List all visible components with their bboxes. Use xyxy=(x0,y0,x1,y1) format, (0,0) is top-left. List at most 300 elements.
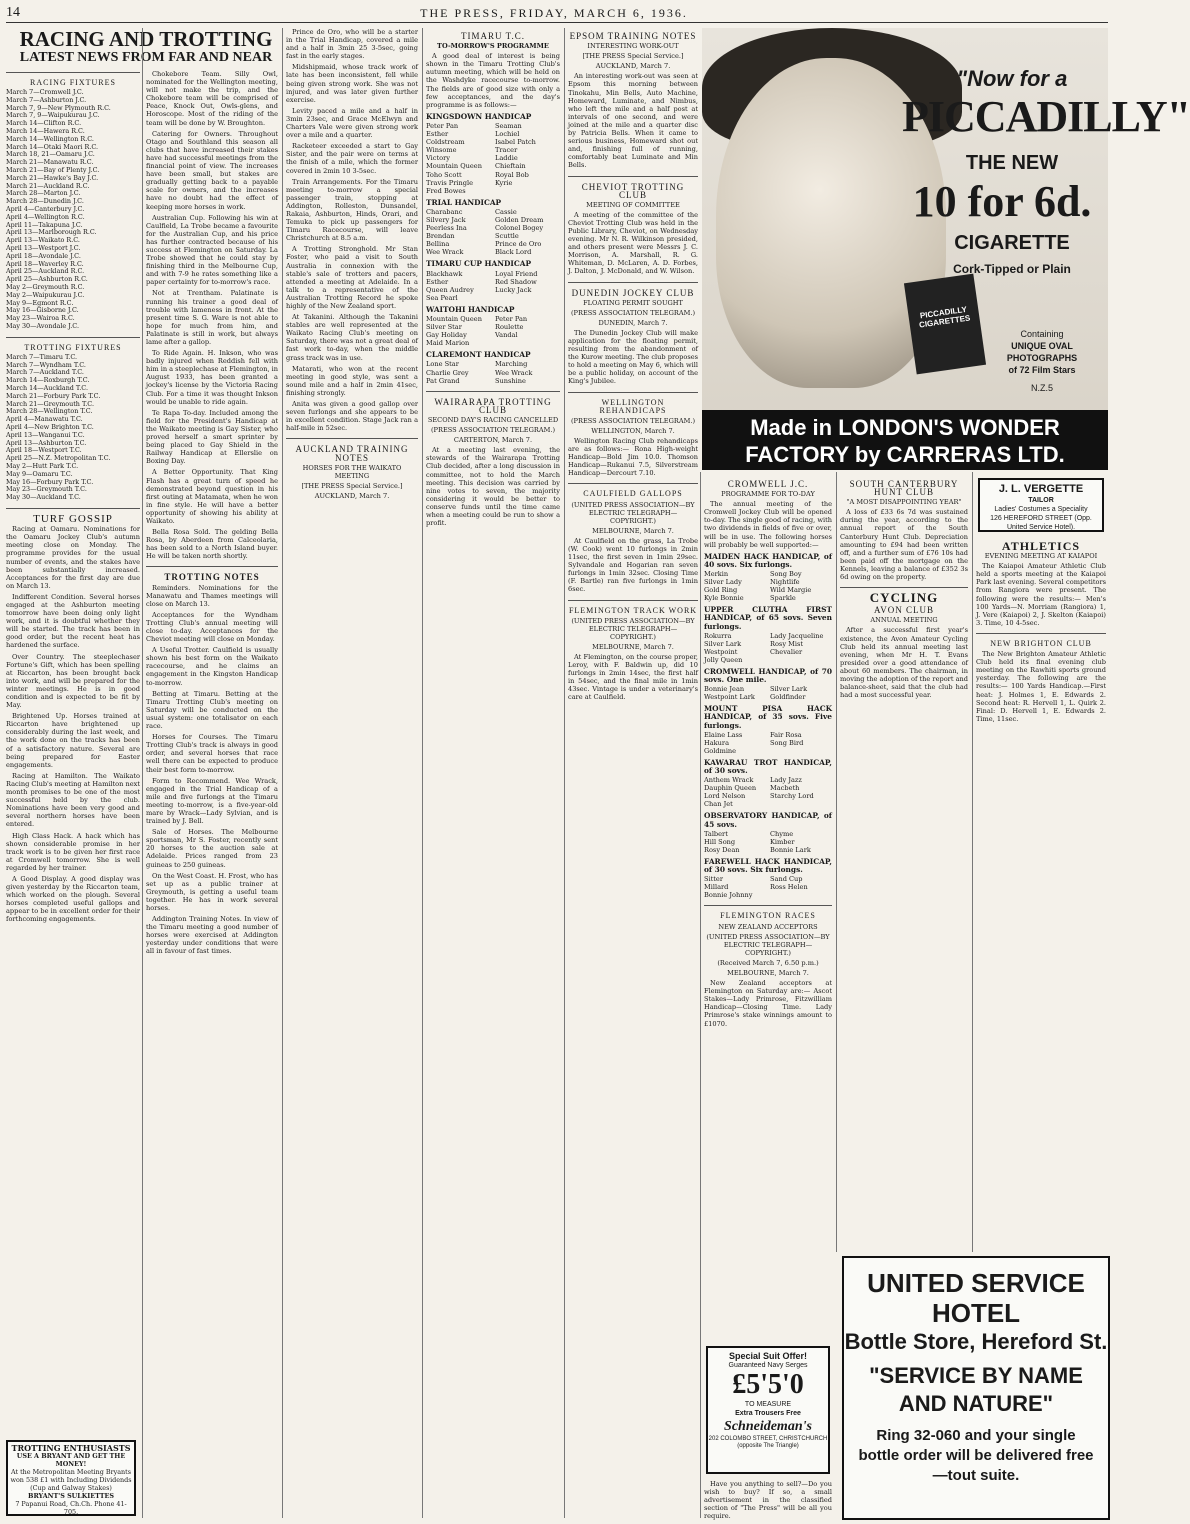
race-entries xyxy=(704,632,832,664)
wairarapa-title: WAIRARAPA TROTTING CLUB xyxy=(434,396,552,415)
wairarapa-sub: SECOND DAY'S RACING CANCELLED xyxy=(427,415,559,424)
cheviot-title: CHEVIOT TROTTING CLUB xyxy=(581,181,685,200)
race-entry: Bellina xyxy=(426,240,450,249)
fixture-item: March 28—Wellington T.C. xyxy=(6,407,93,416)
cig-price: 10 for 6d. xyxy=(912,177,1092,226)
race-entry: Maid Marion xyxy=(426,339,470,348)
race-entry: Anthem Wrack xyxy=(704,776,754,785)
banner-line1: Made in LONDON'S WONDER xyxy=(750,415,1060,440)
cig-code: N.Z.5 xyxy=(1030,383,1053,393)
bryant-ad-line4: 7 Papanui Road, Ch.Ch. Phone 41-705. xyxy=(15,1500,127,1516)
race-entries xyxy=(426,122,560,195)
fixture-item: May 2—Hutt Park T.C. xyxy=(6,462,79,471)
news-paragraph: Addington Training Notes. In view of the Timaru meeting a good number of horses were exercised at Addington yesterday under conditions that were all in favour of fast times. xyxy=(146,915,278,956)
race-entry: Merkin xyxy=(704,569,729,578)
fixture-item: April 18—Avondale J.C. xyxy=(6,251,81,260)
race-entry: Golden Dream xyxy=(495,215,544,224)
flemington-track-dateline: MELBOURNE, March 7. xyxy=(592,642,674,651)
new-brighton-title: NEW BRIGHTON CLUB xyxy=(990,638,1092,648)
race-entry: Vandal xyxy=(495,331,518,340)
race-entry: Lochiel xyxy=(495,130,520,139)
race-entry: Chan Jet xyxy=(704,800,733,809)
race-entry: Bonnie Jean xyxy=(704,685,745,694)
flemington-races-received: (Received March 7, 6.50 p.m.) xyxy=(717,958,819,967)
fixture-item: March 28—Dunedin J.C. xyxy=(6,197,84,206)
classified-text: Have you anything to sell?—Do you wish to buy? If so, a small advertisement in the classified section of "The Press" will be all you require. xyxy=(704,1480,832,1521)
gossip-paragraph: Racing at Oamaru. Nominations for the Oamaru Jockey Club's autumn meeting close on Monday. The programme provides for the usual number of events, and the stakes have been substantially increased. Acceptances for the first day are due on March 13. xyxy=(6,525,140,590)
fixture-item: March 18, 21—Oamaru J.C. xyxy=(6,150,95,159)
race-entry: Nightlife xyxy=(770,578,800,587)
race-entry: Victory xyxy=(426,154,450,163)
race-entry: Lady Jacqueline xyxy=(770,631,824,640)
fixture-item: March 7—Wyndham T.C. xyxy=(6,360,86,369)
fixture-item: April 4—Canterbury J.C. xyxy=(6,205,85,214)
dunedin-dateline: DUNEDIN, March 7. xyxy=(598,318,668,327)
subheadline: LATEST NEWS FROM FAR AND NEAR xyxy=(19,50,273,65)
fixture-item: May 9—Egmont R.C. xyxy=(6,298,74,307)
avon-title: AVON CLUB xyxy=(873,605,935,616)
fixture-item: April 13—Westport J.C. xyxy=(6,244,81,253)
race-entry: Brendan xyxy=(426,232,455,241)
race-entry: Rokurra xyxy=(704,631,732,640)
cig-line1: "Now for a xyxy=(956,66,1068,91)
suit-line3: Extra Trousers Free xyxy=(735,1410,801,1417)
race-entry: Silver Lark xyxy=(704,639,742,648)
news-paragraph: Prince de Oro, who will be a starter in the Trial Handicap, covered a mile and a half in 3min 25 3-5sec, going fast in the early stages. xyxy=(286,28,418,61)
race-entry: Tracer xyxy=(495,146,518,155)
news-paragraph: Anita was given a good gallop over seven furlongs and she appears to be in excellent condition. Stage Jack ran a half-mile in 52sec. xyxy=(286,400,418,433)
cig-promo3: PHOTOGRAPHS xyxy=(1006,353,1078,363)
race-entry: Black Lord xyxy=(495,248,532,257)
cig-line3: CIGARETTE xyxy=(954,232,1070,254)
cig-promo xyxy=(982,328,1102,394)
athletics-body: The Kaiapoi Amateur Athletic Club held a sports meeting at the Kaiapoi Park last evening. Several competitors from Rangiora were present. The following were the results:— Men's 100 Yards—N. Morriam (Rangiora) 1, J. Vere (Kaiapoi) 2, J. Skelton (Kaiapoi) 3. Time, 10 4-5sec. xyxy=(976,562,1106,627)
fixture-item: March 14—Roxburgh T.C. xyxy=(6,376,90,385)
fixture-item: April 25—Auckland R.C. xyxy=(6,267,85,276)
race-entry: Dauphin Queen xyxy=(704,784,757,793)
fixture-item: May 16—Gisborne J.C. xyxy=(6,306,79,315)
race-entry: Sunshine xyxy=(495,376,526,385)
race-entry: Cassie xyxy=(495,207,517,216)
tailor-address: 126 HEREFORD STREET (Opp. United Service Hotel). xyxy=(990,515,1092,531)
fixture-item: March 14—Wellington R.C. xyxy=(6,134,94,143)
race-entries xyxy=(704,776,832,808)
column-athletics xyxy=(976,538,1106,1250)
race-entry: Hakura xyxy=(704,738,730,747)
auckland-notes-title: AUCKLAND TRAINING NOTES xyxy=(295,444,409,463)
cig-promo2: UNIQUE OVAL xyxy=(1011,341,1073,351)
suit-price: £5'5'0 xyxy=(732,1369,804,1400)
race-entry: Seaman xyxy=(495,121,522,130)
news-paragraph: Levity paced a mile and a half in 3min 23sec, and Grace McElwyn and Charters Vale were given strong work over a mile and a quarter. xyxy=(286,106,418,140)
fixture-item: March 21—Hawke's Bay J.C. xyxy=(6,173,99,182)
epsom-sub: INTERESTING WORK-OUT xyxy=(587,42,679,51)
race-entry: Peter Pan xyxy=(495,315,528,323)
column-hunt xyxy=(840,476,968,1252)
race-name: UPPER CLUTHA FIRST HANDICAP, of 65 sovs. Seven furlongs. xyxy=(704,605,832,631)
race-entry: Lord Nelson xyxy=(704,792,746,801)
fixture-item: May 2—Greymouth R.C. xyxy=(6,283,85,292)
news-paragraph: Catering for Owners. Throughout Otago and Southland this season all clubs that have increased their stakes have had successful meetings from the financial point of view. The increases have been small, but stakes are gradually getting back to a payable scale for owners, and the increases have no doubt had the effect of keeping more horses in work. xyxy=(146,129,278,211)
news-paragraph: Racketeer exceeded a start to Gay Sister, and the pair were on terms at the finish of a mile, which the former covered in 2min 10 3-5sec. xyxy=(286,142,418,175)
race-entry: Coldstream xyxy=(426,138,465,147)
race-entries xyxy=(704,731,832,755)
caulfield-body: At Caulfield on the grass, La Trobe (W. Cook) went 10 furlongs in 2min 11sec, the first seven in 1min 29sec. Sylvandale and Hogarian ran seven furlongs in 1min 32sec. Closing Time (F. Bartle) ran five furlongs in 1min 6sec. xyxy=(568,536,698,594)
timaru-programme xyxy=(426,113,560,385)
flemington-races-dateline: MELBOURNE, March 7. xyxy=(727,968,809,977)
gossip-paragraph: High Class Hack. A hack which has shown considerable promise in her track work is to be given her first race at Cromwell tomorrow. She is well regarded by her trainer. xyxy=(6,831,140,872)
race-entry: Winsome xyxy=(426,146,457,155)
race-entry: Rosy Dean xyxy=(704,845,740,854)
hotel-name: UNITED SERVICE HOTEL xyxy=(867,1268,1085,1328)
fixture-item: March 7, 9—New Plymouth R.C. xyxy=(6,103,111,112)
column-timaru xyxy=(426,28,560,1518)
cigarette-pack-illustration xyxy=(904,274,986,375)
fixture-item: March 7—Ashburton J.C. xyxy=(6,95,87,104)
fixture-item: May 9—Oamaru T.C. xyxy=(6,469,73,478)
caulfield-credit: (UNITED PRESS ASSOCIATION—BY ELECTRIC TELEGRAPH—COPYRIGHT.) xyxy=(571,500,695,525)
race-name: CROMWELL HANDICAP, of 70 sovs. One mile. xyxy=(704,666,832,685)
race-entry: Sparkle xyxy=(770,594,796,603)
race-entry: Lone Star xyxy=(426,360,459,369)
news-paragraph: Form to Recommend. Wee Wrack, engaged in the Trial Handicap of a mile and five furlongs at the Timaru meeting to-morrow, is a five-year-old mare by Wrack—Lady Sylvian, and is trained by J. Bell. xyxy=(146,776,278,826)
fixture-item: April 4—Manawatu T.C. xyxy=(6,415,83,424)
race-entry: Goldmine xyxy=(704,746,737,755)
news-paragraph: Not at Trentham. Palatinate is running his trainer a good deal of trouble with lameness in front. At the present time S. G. Ware is not able to hope for much from him, and Palatinate is still in work, but always lame after a gallop. xyxy=(146,289,278,346)
bryant-ad-line1: USE A BRYANT AND GET THE MONEY! xyxy=(16,1452,126,1468)
race-name: KINGSDOWN HANDICAP xyxy=(426,111,532,121)
race-entry: Scuttle xyxy=(495,232,519,241)
news-paragraph: Bella Rosa Sold. The gelding Bella Rosa, by Aberdeen from Calceolaria, has been sold to a North Island buyer. He will be taken north shortly. xyxy=(146,528,278,561)
racing-fixtures-list xyxy=(6,89,140,331)
bryant-sulky-ad xyxy=(6,1440,136,1516)
flemington-track-title: FLEMINGTON TRACK WORK xyxy=(568,605,698,615)
race-entry: Sitter xyxy=(704,875,723,884)
cig-brand: PICCADILLY" xyxy=(902,92,1190,141)
race-entry: Red Shadow xyxy=(495,277,537,286)
race-name: MAIDEN HACK HANDICAP, of 40 sovs. Six furlongs. xyxy=(704,551,832,569)
race-entries xyxy=(426,360,560,384)
race-entry: Song Boy xyxy=(770,569,802,578)
race-entry: Bonnie Johnny xyxy=(704,891,753,900)
wairarapa-dateline: CARTERTON, March 7. xyxy=(453,436,533,445)
race-name: CLAREMONT HANDICAP xyxy=(426,350,531,360)
hotel-line1: Bottle Store, Hereford St. xyxy=(844,1329,1108,1354)
cromwell-intro: The annual meeting of the Cromwell Jockey Club will be opened to-day. The single good of racing, with two dividends in fields of five or over, will be in use. The following horses will probably be well supported:— xyxy=(704,500,832,549)
tailor-name: J. L. VERGETTE xyxy=(998,483,1084,495)
hunt-body: A loss of £33 6s 7d was sustained during the year, according to the annual report of the South Canterbury Hunt Club. Depreciation amounting to £94 had been written off, and a further sum of £76 10s had been paid off the mortgage on the Kennels, leaving a balance of £352 3s 6d owing on the property. xyxy=(840,508,968,582)
news-paragraph: Matarati, who won at the recent meeting in good style, was sent a sound mile and a half in 2min 41sec, finishing strongly. xyxy=(286,364,418,397)
race-entry: Queen Audrey xyxy=(426,285,474,294)
news-paragraph: Midshipmaid, whose track work of late has been inconsistent, fell while being given strong work. She was not injured, and was later given further exercise. xyxy=(286,63,418,104)
race-entry: Fred Bowes xyxy=(426,186,466,195)
epsom-body: An interesting work-out was seen at Epsom this morning between Tinokahu, Min Bells, Auto Machine, Homeward, Luminate, and Nimbus, who left the mile and a half post at intervals of one second, and were joined at the mile and a quarter disc by Patricia Bells. When it came to serious business, Homeward shot out and, finishing full of running, comfortably beat Luminate and Min Bells. xyxy=(568,72,698,170)
banner-line2: FACTORY by CARRERAS LTD. xyxy=(745,442,1065,467)
fixture-item: March 7—Timaru T.C. xyxy=(6,352,78,361)
dunedin-credit: (PRESS ASSOCIATION TELEGRAM.) xyxy=(570,308,696,317)
race-entry: Isabel Patch xyxy=(495,138,536,147)
race-entry: Kyle Bonnie xyxy=(704,594,744,603)
hunt-sub: "A MOST DISAPPOINTING YEAR" xyxy=(846,498,962,507)
cig-promo4: of 72 Film Stars xyxy=(1008,365,1076,375)
cromwell-title: CROMWELL J.C. xyxy=(727,479,809,489)
race-entry: Chieftain xyxy=(495,162,526,171)
race-entry: Mountain Queen xyxy=(426,315,482,323)
racing-fixtures-title: RACING FIXTURES xyxy=(30,78,116,87)
gossip-paragraph: A Good Display. A good display was given yesterday by the Riccarton team, which worked on the plough. Several horses completed useful gallops and appear to be in excellent order for their forthcoming engagements. xyxy=(6,874,140,924)
wairarapa-credit: (PRESS ASSOCIATION TELEGRAM.) xyxy=(430,426,556,435)
news-paragraph: Betting at Timaru. Betting at the Timaru Trotting Club's meeting on Saturday will be conducted on the usual system: one totalisator on each race. xyxy=(146,689,278,731)
cig-line2: THE NEW xyxy=(965,152,1059,174)
suit-kicker: Special Suit Offer! xyxy=(728,1351,808,1361)
fixture-item: March 14—Otaki Maori R.C. xyxy=(6,142,99,151)
race-entries xyxy=(426,315,560,347)
fixture-item: April 13—Marlborough R.C. xyxy=(6,228,97,237)
fixture-item: April 25—N.Z. Metropolitan T.C. xyxy=(6,454,111,463)
wellington-dateline: WELLINGTON, March 7. xyxy=(591,426,675,435)
fixture-item: May 16—Forbury Park T.C. xyxy=(6,477,94,486)
hotel-offer: Ring 32-060 and your single bottle order will be delivered free—tout suite. xyxy=(858,1427,1094,1484)
epsom-credit: [THE PRESS Special Service.] xyxy=(582,52,684,61)
race-entry: Blackhawk xyxy=(426,269,463,278)
new-brighton-body: The New Brighton Amateur Athletic Club held its final evening club meeting on the Rawhiti sports ground yesterday. The following are the results:— 100 Yards Handicap.—First heat: J. Holmes 1, E. Edwards 2. Second heat: R. Hervell 1, L. Quirk 2. Final: D. Hervell 1, E. Edwards 2. Time, 11sec. xyxy=(976,650,1106,723)
wairarapa-body: At a meeting last evening, the stewards of the Wairarapa Trotting Club decided, after a long discussion in committee, not to hold the March meeting. This decision was carried by nine votes to seven, the majority considering it would be better to conserve funds until the time came when a meeting could be run to show a profit. xyxy=(426,446,560,528)
vergette-tailor-ad xyxy=(978,478,1104,532)
trotting-notes-title: TROTTING NOTES xyxy=(164,572,260,583)
column-notes xyxy=(146,70,278,1520)
auckland-notes-dateline: AUCKLAND, March 7. xyxy=(314,491,390,500)
race-entry: Bonnie Lark xyxy=(770,845,811,854)
classified-note xyxy=(704,1480,832,1521)
gossip-paragraph: Brightened Up. Horses trained at Riccarton have brightened up considerably during the last week, and the work done on the tracks has been of a satisfactory nature. Several are being prepared for Easter engagements. xyxy=(6,712,140,769)
flemington-races-title: FLEMINGTON RACES xyxy=(720,911,816,921)
race-entries xyxy=(704,875,832,899)
race-entry: Silver Star xyxy=(426,323,462,332)
racing-notes xyxy=(146,70,278,560)
race-name: FAREWELL HACK HANDICAP, of 30 sovs. Six furlongs. xyxy=(704,856,832,875)
race-entry: Wee Wrack xyxy=(426,248,464,257)
race-entry: Peter Pan xyxy=(426,121,459,130)
news-paragraph: To Ride Again. H. Inkson, who was badly injured when Reddish fell with him in a steeplechase at Flemington, in August 1933, has been granted a jockey's license by the Victoria Racing Club. For a time it was thought Inkson would be unable to ride again. xyxy=(146,349,279,406)
race-entry: Loyal Friend xyxy=(495,269,538,278)
race-entry: Song Bird xyxy=(770,738,804,747)
fixture-item: March 7, 9—Waipukurau J.C. xyxy=(6,111,100,120)
race-entry: Colonel Bogey xyxy=(495,224,544,233)
training-notes xyxy=(286,28,418,432)
epsom-dateline: AUCKLAND, March 7. xyxy=(595,62,671,71)
fixture-item: March 21—Manawatu R.C. xyxy=(6,158,94,167)
fixture-item: March 21—Greymouth T.C. xyxy=(6,399,94,408)
fixture-item: April 4—Wellington R.C. xyxy=(6,212,85,221)
trotting-notes-body xyxy=(146,584,278,956)
wellington-title: WELLINGTON REHANDICAPS xyxy=(599,397,667,415)
caulfield-dateline: MELBOURNE, March 7. xyxy=(592,526,674,535)
race-entry: Silvery Jack xyxy=(426,215,466,224)
timaru-intro: A good deal of interest is being shown in the Timaru Trotting Club's autumn meeting, which will be held on the Washdyke racecourse to-morrow. The fields are of good size with only a few acceptances, and the day's programme is as follows:— xyxy=(426,52,560,109)
race-entries xyxy=(426,270,560,302)
fixture-item: April 4—New Brighton T.C. xyxy=(6,423,94,432)
race-name: WAITOHI HANDICAP xyxy=(426,304,515,314)
fixture-item: May 23—Greymouth T.C. xyxy=(6,485,87,494)
race-entry: Rosy Mist xyxy=(770,639,804,648)
race-entry: Marching xyxy=(495,360,528,369)
bryant-ad-line3: BRYANT'S SULKIETTES xyxy=(28,1492,114,1500)
race-entry: Lady Jazz xyxy=(770,776,802,785)
race-entry: Wee Wrack xyxy=(495,368,533,377)
race-entry: Hill Song xyxy=(704,837,736,846)
flemington-track-body: At Flemington, on the course proper, Leroy, with F. Baldwin up, did 10 furlongs in 2min 14sec, the first half in 54sec, and the final mile in 1min 43sec. Vintage is under a veterinary's care at Caulfield. xyxy=(568,653,698,702)
race-entry: Westpoint xyxy=(704,647,738,656)
race-entries xyxy=(704,570,832,602)
race-name: TIMARU CUP HANDICAP xyxy=(426,259,532,269)
hotel-slogan2: AND NATURE" xyxy=(898,1391,1054,1416)
gossip-paragraph: Racing at Hamilton. The Waikato Racing Club's meeting at Hamilton next month promises to be one of the most successful held by the club. Nominations have been very good and several northern horses have been entered. xyxy=(6,771,141,829)
flemington-races-body: New Zealand acceptors at Flemington on Saturday are:— Ascot Stakes—Lady Primrose, Fitzwilliam Handicap—Closing Time. Lady Primrose's stake winnings amount to £1070. xyxy=(704,979,832,1028)
race-name: TRIAL HANDICAP xyxy=(426,197,502,207)
fixture-item: March 14—Hawera R.C. xyxy=(6,127,85,136)
race-entry: Gay Holiday xyxy=(426,331,467,340)
race-entry: Gold Ring xyxy=(704,586,738,595)
news-paragraph: A Trotting Stronghold. Mr Stan Foster, who paid a visit to South Australia in connexion with the stable's sale of trotters and pacers, attended a meeting at Adelaide. In a talk to a representative of the Australian Trotting Record he spoke highly of the New Zealand sport. xyxy=(286,245,418,310)
news-paragraph: At Takanini. Although the Takanini stables are well represented at the Waikato Racing Club's meeting on Saturday, there was not a great deal of fast work to-day, when the middle grass track was in use. xyxy=(286,313,418,362)
race-entry: Talbert xyxy=(704,829,728,838)
race-entries xyxy=(426,208,560,257)
fixture-item: April 25—Ashburton R.C. xyxy=(6,275,88,284)
news-paragraph: Train Arrangements. For the Timaru meeting to-morrow a special passenger train, stopping at Addington, Rolleston, Dunsandel, Rakaia, Ashburton, Hinds, Orari, and Temuka to pick up passengers for Timaru Racecourse, will leave Christchurch at 8.5 a.m. xyxy=(286,177,418,243)
race-entry: Chyme xyxy=(770,829,794,838)
turf-gossip-body xyxy=(6,525,140,923)
race-entry: Silver Lark xyxy=(770,685,808,694)
race-entry: Charlie Grey xyxy=(426,368,469,377)
timaru-title: TIMARU T.C. xyxy=(461,31,525,41)
race-entry: Roulette xyxy=(495,323,524,332)
tailor-tagline: Ladies' Costumes a Speciality xyxy=(994,506,1088,513)
headline: RACING AND TROTTING xyxy=(19,27,273,51)
piccadilly-ad xyxy=(702,28,1190,438)
gossip-paragraph: Indifferent Condition. Several horses engaged at the Ashburton meeting tomorrow have been doing only light work, and it is doubtful whether they will be started. The track has been in good order, but the recent heat has hardened the surface. xyxy=(6,592,140,650)
suit-brand: Schneideman's xyxy=(724,1419,812,1434)
fixture-item: May 30—Auckland T.C. xyxy=(6,493,81,502)
cig-promo1: Containing xyxy=(1020,329,1064,339)
fixture-item: March 21—Auckland R.C. xyxy=(6,181,90,190)
auckland-notes-credit: [THE PRESS Special Service.] xyxy=(301,481,403,490)
cromwell-sub: PROGRAMME FOR TO-DAY xyxy=(721,490,815,499)
turf-gossip-title: TURF GOSSIP xyxy=(33,513,113,526)
schneideman-suit-ad xyxy=(706,1346,830,1474)
fixture-item: May 30—Avondale J.C. xyxy=(6,322,79,330)
race-entry: Chevalier xyxy=(770,647,803,656)
race-entry: Charabanc xyxy=(426,207,463,216)
timaru-subtitle: TO-MORROW'S PROGRAMME xyxy=(437,42,549,51)
news-paragraph: A Better Opportunity. That King Flash has a great turn of speed he demonstrated beyond question in his first outing at Matamata, when he won in fine style. He will have a better opportunity of showing his ability at Waikato. xyxy=(146,468,278,525)
epsom-title: EPSOM TRAINING NOTES xyxy=(569,31,697,41)
news-paragraph: Sale of Horses. The Melbourne sportsman, Mr S. Foster, recently sent 20 horses to the auction sale at Adelaide. Prices ranged from 23 guineas to 250 guineas. xyxy=(146,828,278,869)
wellington-body: Wellington Racing Club rehandicaps are as follows:— Rona High-weight Handicap—Bold Jim 10.0. Thomson Handicap—Rukanui 7.5, Silverstream Handicap—Dercourt 7.10. xyxy=(568,436,698,478)
news-paragraph: Reminders. Nominations for the Manawatu and Thames meetings will close on March 13. xyxy=(146,583,278,608)
race-entry: Sand Cup xyxy=(770,875,803,884)
race-entry: Esther xyxy=(426,277,449,286)
race-entry: Laddie xyxy=(495,154,518,163)
page-number: 14 xyxy=(6,5,20,20)
bryant-ad-line2: At the Metropolitan Meeting Bryants won 538 £1 with Including Dividends (Cup and Galway Stakes) xyxy=(10,1468,132,1492)
fixture-item: April 13—Wanganui T.C. xyxy=(6,430,85,439)
fixture-item: April 13—Ashburton T.C. xyxy=(6,438,87,447)
avon-sub: ANNUAL MEETING xyxy=(870,616,938,625)
race-entry: Ross Helen xyxy=(770,883,808,892)
race-name: KAWARAU TROT HANDICAP, of 30 sovs. xyxy=(704,757,832,775)
news-paragraph: On the West Coast. H. Frost, who has set up as a public trainer at Greymouth, is getting a useful team together. He has in work several horses. xyxy=(146,871,278,912)
dunedin-sub: FLOATING PERMIT SOUGHT xyxy=(583,298,683,307)
suit-line2: TO MEASURE xyxy=(744,1401,792,1408)
race-name: MOUNT PISA HACK HANDICAP, of 35 sovs. Five furlongs. xyxy=(704,704,832,730)
race-entry: Kyrie xyxy=(495,178,513,187)
race-entry: Millard xyxy=(704,883,729,892)
caulfield-title: CAULFIELD GALLOPS xyxy=(583,489,683,499)
race-entry: Sea Pearl xyxy=(426,293,458,302)
news-paragraph: A Useful Trotter. Caulfield is usually shown his best form on the Waikato racecourse, and he claims an engagement in the Kingston Handicap to-morrow. xyxy=(146,646,278,687)
flemington-track-credit: (UNITED PRESS ASSOCIATION—BY ELECTRIC TELEGRAPH—COPYRIGHT.) xyxy=(571,616,695,641)
hunt-title: SOUTH CANTERBURY HUNT CLUB xyxy=(849,479,959,498)
united-service-hotel-ad xyxy=(842,1256,1110,1520)
dunedin-body: The Dunedin Jockey Club will make application for the floating permit, resulting from the abandonment of the Kurow meeting. The club proposes to hold a meeting on May 6, which will be a public holiday, on account of the King's Jubilee. xyxy=(568,328,698,386)
fixture-item: March 7—Auckland T.C. xyxy=(6,368,84,377)
race-entries xyxy=(704,685,832,701)
flemington-races-sub: NEW ZEALAND ACCEPTORS xyxy=(718,922,818,931)
news-paragraph: Chokebore Team. Silly Owl, nominated for the Wellington meeting, will not make the trip, and the Chokebore team will be comprised of Peace, Knock Out, Owls-glens, and Horoscope. Most of the riding of the team will be done by W. Broughton. xyxy=(146,70,278,127)
race-entry: Prince de Oro xyxy=(495,240,542,249)
fixture-item: March 7—Cromwell J.C. xyxy=(6,88,84,97)
fixture-item: March 21—Bay of Plenty J.C. xyxy=(6,166,100,175)
news-paragraph: Australian Cup. Following his win at Caulfield, La Trobe became a favourite for the Australian Cup, and his price has further contracted because of his success at Flemington on Saturday. La Trobe showed that he could stay by finishing third in the Melbourne Cup, and with 7-9 he rates something like a paper certainty for to-morrow's race. xyxy=(146,213,278,287)
suit-line1: Guaranteed Navy Serges xyxy=(728,1362,808,1369)
masthead xyxy=(6,4,1108,23)
column-training xyxy=(286,28,418,1518)
hotel-slogan1: "SERVICE BY NAME xyxy=(869,1363,1083,1388)
column-epsom xyxy=(568,28,698,1518)
trotting-fixtures-list xyxy=(6,354,140,502)
race-entries xyxy=(704,830,832,854)
news-paragraph: Acceptances for the Wyndham Trotting Club's annual meeting will close to-day. Acceptances for the Cheviot meeting will close on Monday. xyxy=(146,610,278,644)
wellington-credit: (PRESS ASSOCIATION TELEGRAM.) xyxy=(570,416,696,425)
dunedin-title: DUNEDIN JOCKEY CLUB xyxy=(571,287,695,298)
race-entry: Travis Pringle xyxy=(426,178,473,187)
athletics-sub: EVENING MEETING AT KAIAPOI xyxy=(984,552,1098,561)
race-entry: Kimber xyxy=(770,837,795,846)
race-entry: Westpoint Lark xyxy=(704,693,755,702)
race-entry: Fair Rosa xyxy=(770,730,802,739)
race-entry: Wild Margie xyxy=(770,586,812,595)
suit-address: 202 COLOMBO STREET, CHRISTCHURCH (opposite The Triangle) xyxy=(708,1436,828,1449)
gossip-paragraph: Over Country. The steeplechaser Fortune's Gift, which has been spelling at Riccarton, has been brought back into work, and will be prepared for the winter meetings. He is in good condition and is expected to be fit by May. xyxy=(6,652,140,710)
tailor-trade: TAILOR xyxy=(1028,497,1054,504)
athletics-title: ATHLETICS xyxy=(1001,539,1081,553)
cycling-title: CYCLING xyxy=(869,590,939,606)
race-entry: Royal Bob xyxy=(495,170,529,179)
news-paragraph: Te Rapa To-day. Included among the field for the President's Handicap at the Waikato meeting is Gay Sister, who proved herself a smart sprinter by being placed to Gay Shield in the Railway Handicap at Ellerslie on Boxing Day. xyxy=(146,408,278,466)
cheviot-sub: MEETING OF COMMITTEE xyxy=(586,200,680,209)
race-entry: Starchy Lord xyxy=(770,792,814,801)
race-entry: Toho Scott xyxy=(426,170,462,179)
race-entry: Peerless Ina xyxy=(426,224,467,233)
trotting-fixtures-title: TROTTING FIXTURES xyxy=(24,342,122,352)
race-entry: Macbeth xyxy=(770,784,800,793)
race-entry: Lucky Jack xyxy=(495,285,532,294)
cromwell-programme xyxy=(704,553,832,900)
cig-line4: Cork-Tipped or Plain xyxy=(953,262,1071,276)
fixture-item: April 18—Waverley R.C. xyxy=(6,259,84,268)
avon-body: After a successful first year's existence, the Avon Amateur Cycling Club held its annual meeting last evening, when Mr H. T. Evans presided over a good attendance of about 60 members. The chairman, in moving the adoption of the report and balance-sheet, said that the club had had a most successful year. xyxy=(840,626,968,700)
fixture-item: May 23—Wairoa R.C. xyxy=(6,314,75,323)
